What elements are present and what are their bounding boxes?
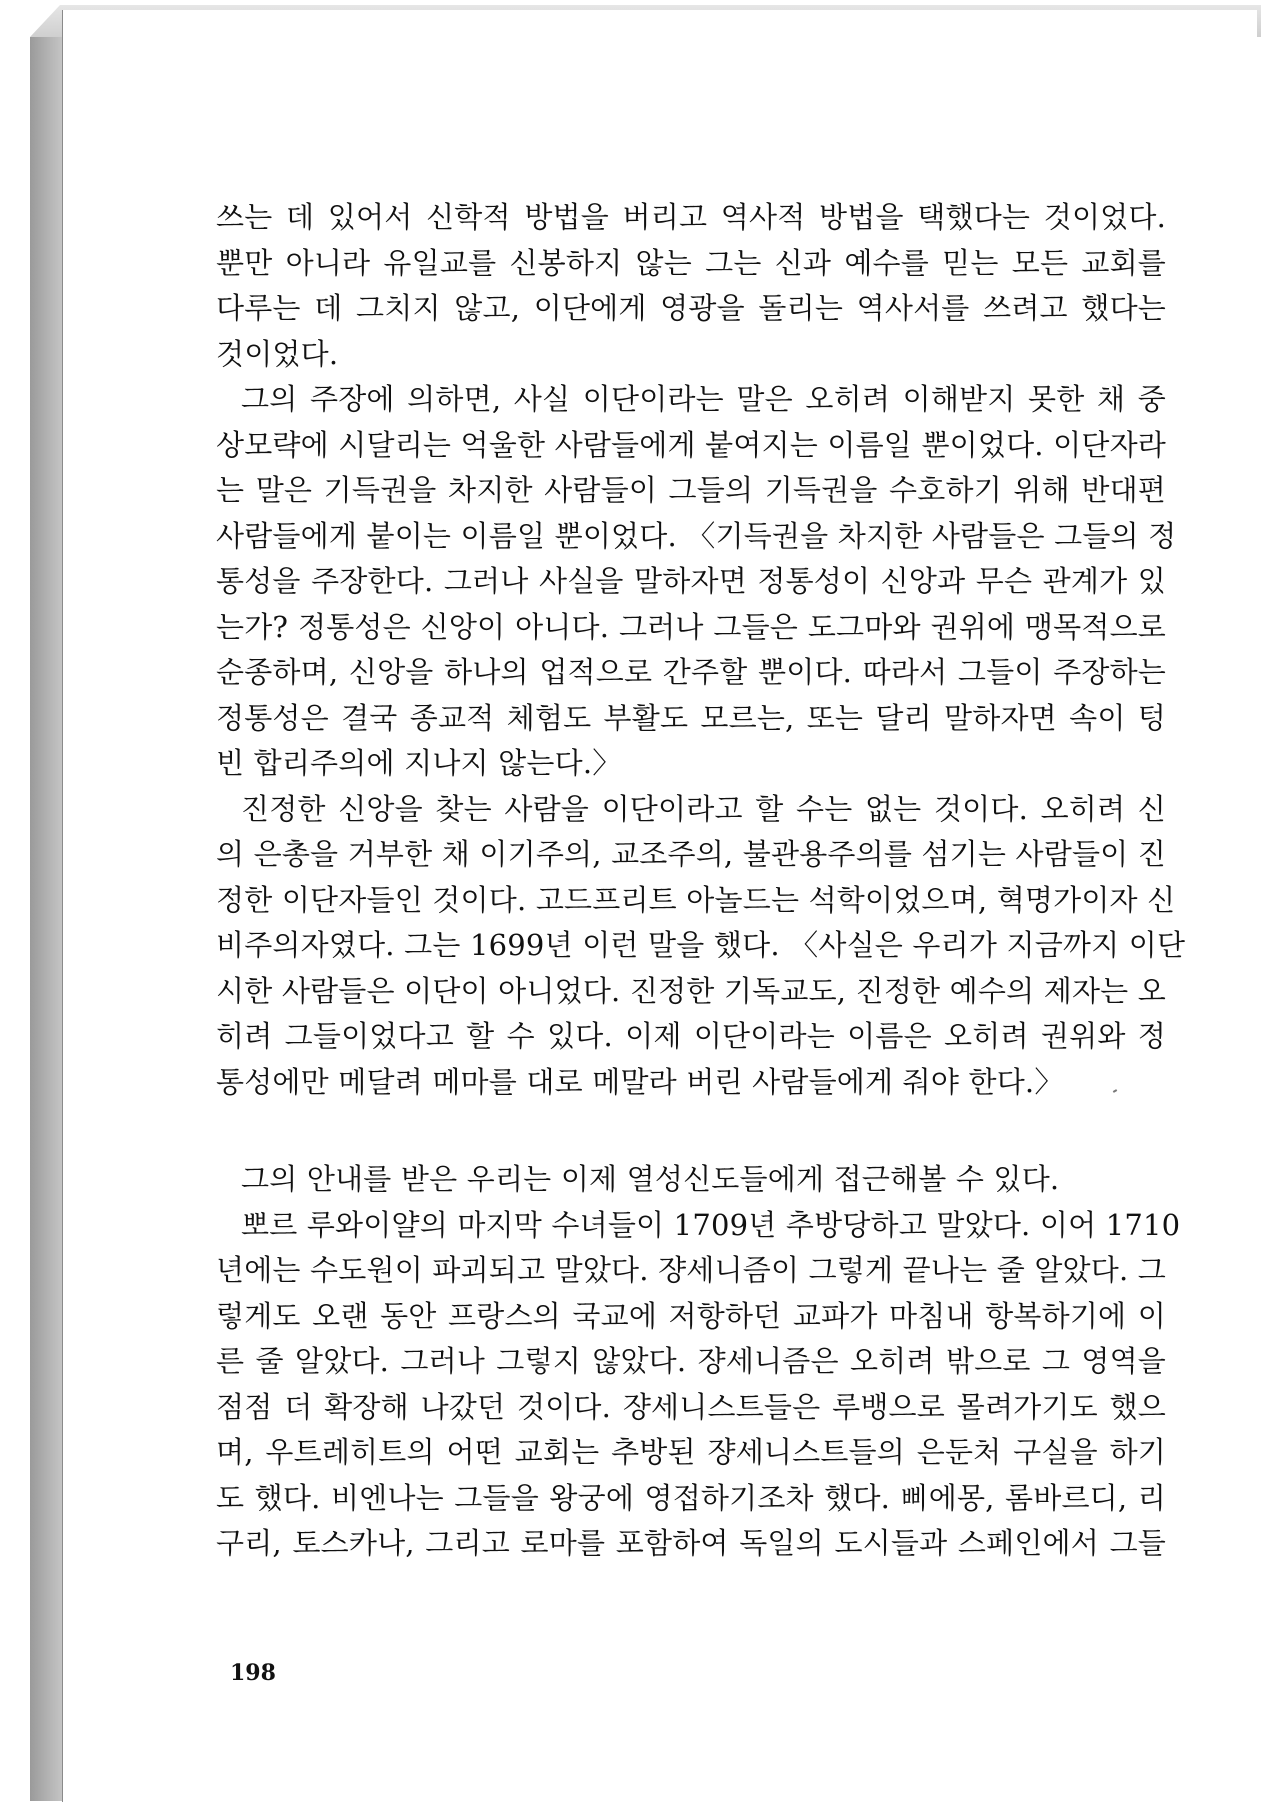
page-number: 198: [230, 1660, 276, 1686]
text-line: 의 은총을 거부한 채 이기주의, 교조주의, 불관용주의를 섬기는 사람들이 진: [216, 837, 1167, 871]
body-text: [216, 195, 1186, 1567]
paragraph: [216, 1157, 1166, 1203]
text-line: 쓰는 데 있어서 신학적 방법을 버리고 역사적 방법을 택했다는 것이었다.: [216, 200, 1166, 234]
text-line: 뿐만 아니라 유일교를 신봉하지 않는 그는 신과 예수를 믿는 모든 교회를: [216, 245, 1166, 280]
text-line: 빈 합리주의에 지나지 않는다.〉: [216, 746, 622, 780]
text-line: 것이었다.: [216, 336, 339, 371]
text-line: 는 말은 기득권을 차지한 사람들이 그들의 기득권을 수호하기 위해 반대편: [216, 473, 1166, 507]
text-line: 통성을 주장한다. 그러나 사실을 말하자면 정통성이 신앙과 무슨 관계가 있: [216, 564, 1166, 598]
text-line: 며, 우트레히트의 어떤 교회는 추방된 쟝세니스트들의 은둔처 구실을 하기: [216, 1435, 1166, 1469]
text-line: 는가? 정통성은 신앙이 아니다. 그러나 그들은 도그마와 권위에 맹목적으로: [216, 609, 1166, 644]
text-line: 정통성은 결국 종교적 체험도 부활도 모르는, 또는 달리 말하자면 속이 텅: [216, 700, 1166, 735]
text-line: 른 줄 알았다. 그러나 그렇지 않았다. 쟝세니즘은 오히려 밖으로 그 영역을: [216, 1344, 1166, 1378]
text-line: 순종하며, 신앙을 하나의 업적으로 간주할 뿐이다. 따라서 그들이 주장하는: [216, 655, 1166, 689]
paragraph: [216, 377, 1177, 787]
text-line: 히려 그들이었다고 할 수 있다. 이제 이단이라는 이름은 오히려 권위와 정: [216, 1019, 1166, 1053]
text-line: 구리, 토스카나, 그리고 로마를 포함하여 독일의 도시들과 스페인에서 그들: [216, 1526, 1166, 1560]
text-line: 정한 이단자들인 것이다. 고드프리트 아놀드는 석학이었으며, 혁명가이자 신: [216, 882, 1176, 917]
text-line: 통성에만 메달려 메마를 대로 메말라 버린 사람들에게 줘야 한다.〉: [216, 1064, 1064, 1099]
book-spine: [30, 37, 62, 1801]
text-line: 진정한 신앙을 찾는 사람을 이단이라고 할 수는 없는 것이다. 오히려 신: [241, 791, 1166, 826]
book-page: [62, 10, 1257, 1802]
text-line: 점점 더 확장해 나갔던 것이다. 쟝세니스트들은 루뱅으로 몰려가기도 했으: [216, 1389, 1166, 1424]
paragraph: [216, 1203, 1181, 1567]
text-line: 도 했다. 비엔나는 그들을 왕궁에 영접하기조차 했다. 삐에몽, 롬바르디, 리: [216, 1480, 1166, 1515]
text-line: 렇게도 오랜 동안 프랑스의 국교에 저항하던 교파가 마침내 항복하기에 이: [216, 1298, 1166, 1333]
text-line: 년에는 수도원이 파괴되고 말았다. 쟝세니즘이 그렇게 끝나는 줄 알았다. 그: [216, 1253, 1167, 1287]
text-line: 비주의자였다. 그는 1699년 이런 말을 했다. 〈사실은 우리가 지금까지 이단: [216, 928, 1186, 962]
text-line: 사람들에게 붙이는 이름일 뿐이었다. 〈기득권을 차지한 사람들은 그들의 정: [216, 518, 1177, 553]
paragraph: [216, 195, 1166, 377]
text-line: 뽀르 루와이얄의 마지막 수녀들이 1709년 추방당하고 말았다. 이어 1710: [241, 1207, 1181, 1242]
text-line: 그의 주장에 의하면, 사실 이단이라는 말은 오히려 이해받지 못한 채 중: [241, 382, 1166, 416]
text-line: 시한 사람들은 이단이 아니었다. 진정한 기독교도, 진정한 예수의 제자는 오: [216, 973, 1167, 1008]
text-line: 그의 안내를 받은 우리는 이제 열성신도들에게 접근해볼 수 있다.: [241, 1162, 1060, 1196]
paragraph: [216, 787, 1186, 1106]
text-line: 다루는 데 그치지 않고, 이단에게 영광을 돌리는 역사서를 쓰려고 했다는: [216, 291, 1166, 325]
text-line: 상모략에 시달리는 억울한 사람들에게 붙여지는 이름일 뿐이었다. 이단자라: [216, 427, 1166, 462]
